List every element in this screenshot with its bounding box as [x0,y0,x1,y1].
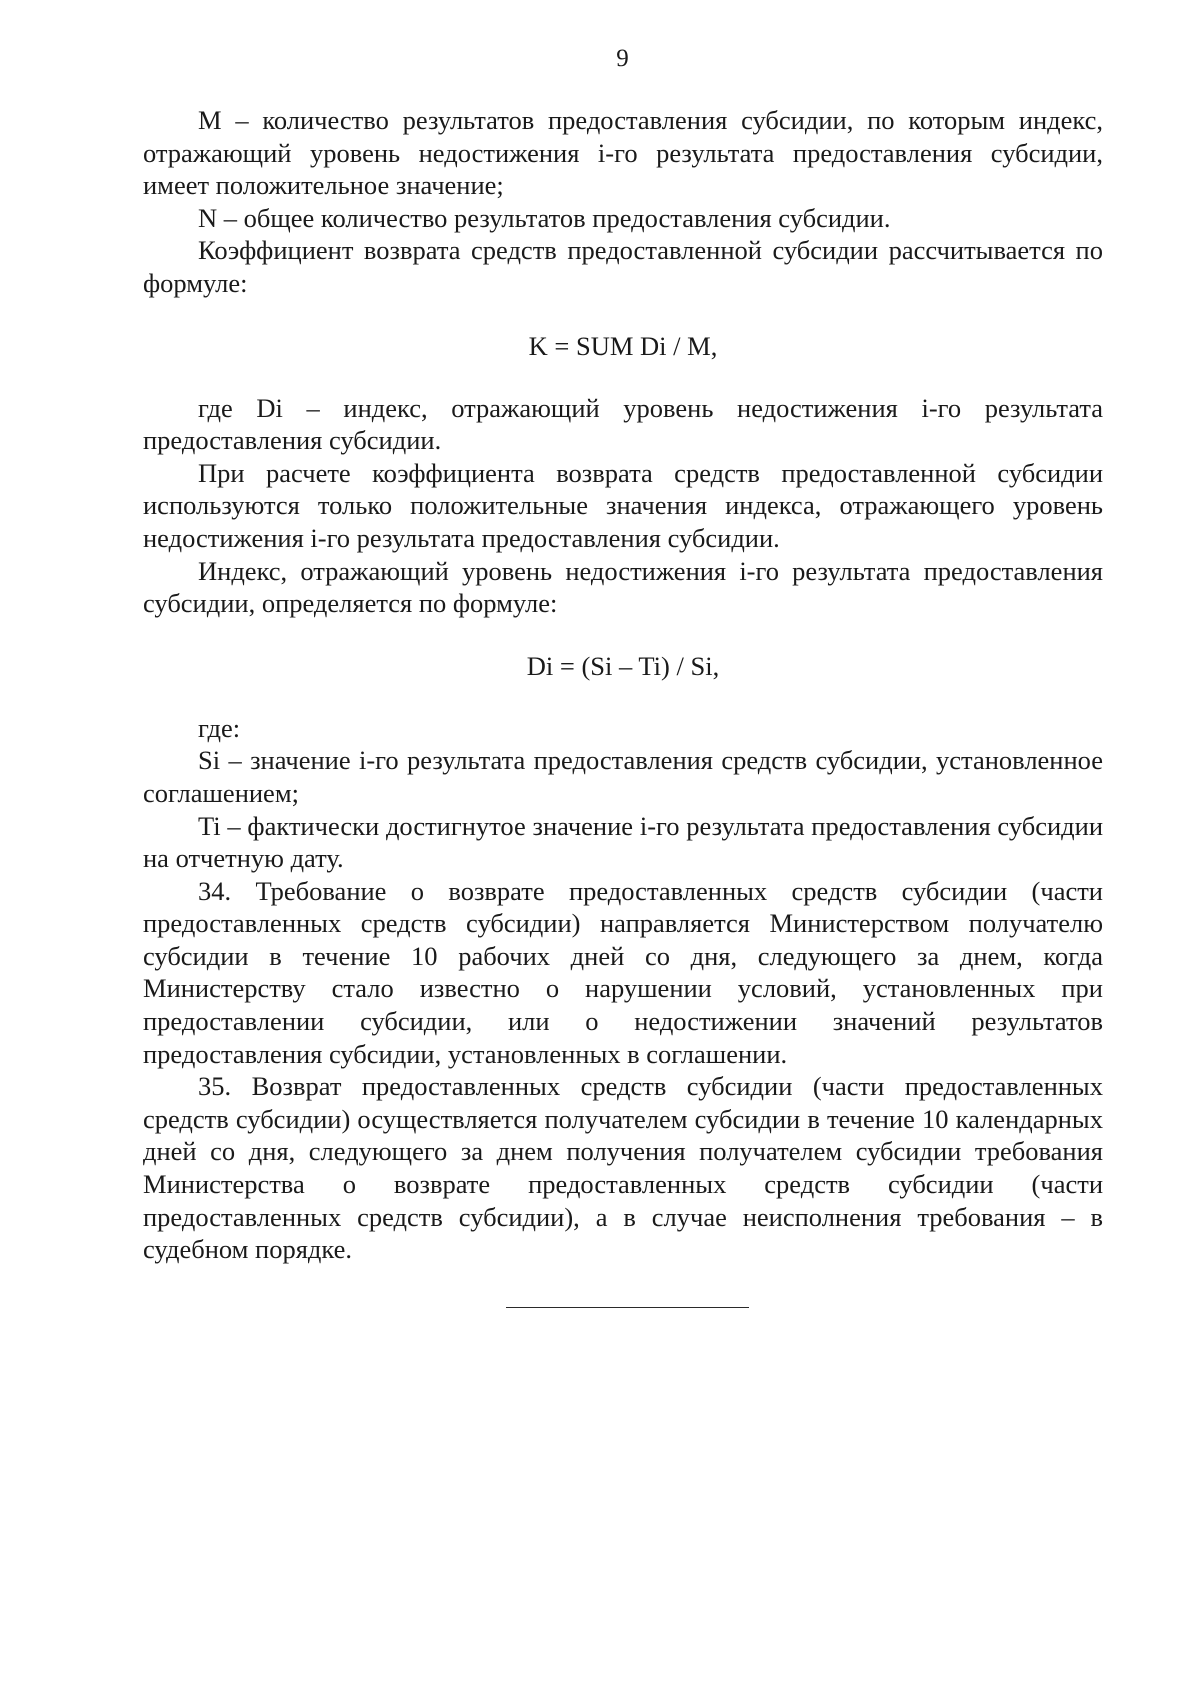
paragraph-item-34: 34. Требование о возврате предоставленных средств субсидии (части предоставленных средств субсидии) направляется Министерством получателю субсидии в течение 10 рабочих дней со дня, следующего за днем, когда Министерству стало известно о нарушении условий, установленных при предоставлении субсидии, или о недостижении значений результатов предоставления субсидии, установленных в соглашении. [143,875,1103,1069]
paragraph-coefficient-intro: Коэффициент возврата средств предоставленной субсидии рассчитывается по формуле: [143,235,1103,298]
page-number: 9 [616,45,629,72]
paragraph-m-definition: M – количество результатов предоставления субсидии, по которым индекс, отражающий уровень недостижения i-го результата предоставления субсидии, имеет положительное значение; [143,105,1103,201]
document-body [143,104,1103,1266]
formula-k: K = SUM Di / M, [528,330,718,361]
paragraph-n-definition: N – общее количество результатов предоставления субсидии. [198,202,891,233]
paragraph-si-definition: Si – значение i-го результата предоставления средств субсидии, установленное соглашением; [143,745,1103,808]
paragraph-where: где: [198,712,241,743]
paragraph-index-intro: Индекс, отражающий уровень недостижения i-го результата предоставления субсидии, определяется по формуле: [143,555,1103,619]
closing-rule-line [506,1307,749,1308]
formula-di: Di = (Si – Ti) / Si, [526,650,720,681]
paragraph-item-35: 35. Возврат предоставленных средств субсидии (части предоставленных средств субсидии) осуществляется получателем субсидии в течение 10 календарных дней со дня, следующего за днем получения получателем субсидии требования Министерства о возврате предоставленных средств субсидии (части предоставленных средств субсидии), а в случае неисполнения требования – в судебном порядке. [143,1071,1103,1265]
paragraph-positive-values: При расчете коэффициента возврата средств предоставленной субсидии используются только положительные значения индекса, отражающего уровень недостижения i-го результата предоставления субсидии. [143,457,1103,553]
paragraph-di-definition: где Di – индекс, отражающий уровень недостижения i-го результата предоставления субсидии. [143,392,1103,456]
paragraph-ti-definition: Ti – фактически достигнутое значение i-го результата предоставления субсидии на отчетную дату. [143,810,1103,874]
